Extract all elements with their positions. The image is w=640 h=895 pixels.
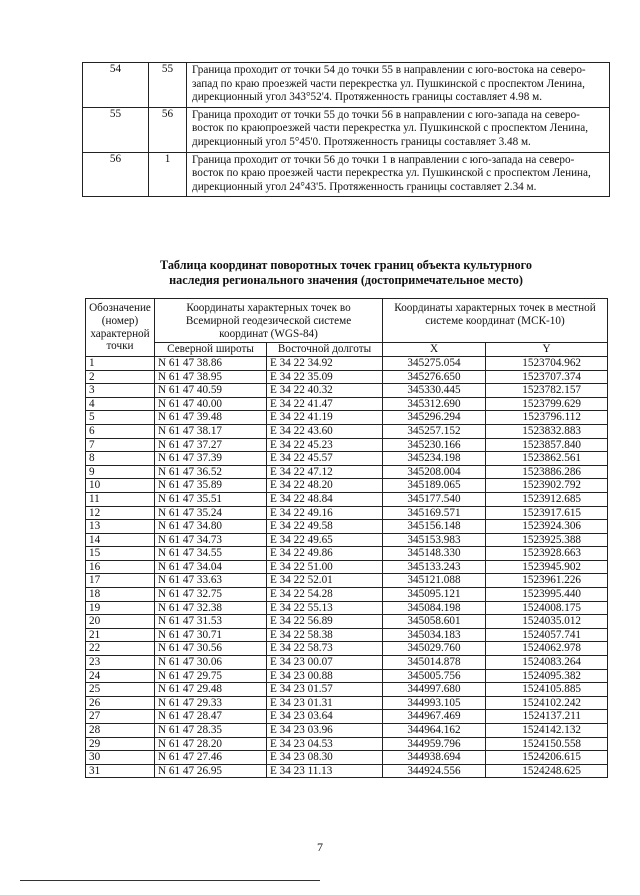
header-wgs84: Координаты характерных точек во Всемирной геодезической системе координат (WGS-84) — [155, 299, 383, 343]
x-coordinate-cell: 345029.760 — [383, 642, 486, 656]
segment-from: 54 — [83, 63, 149, 108]
x-coordinate-cell: 345257.152 — [383, 424, 486, 438]
latitude-cell: N 61 47 29.48 — [155, 683, 267, 697]
latitude-cell: N 61 47 27.46 — [155, 751, 267, 765]
latitude-cell: N 61 47 30.71 — [155, 628, 267, 642]
table-row — [86, 533, 608, 547]
latitude-cell: N 61 47 38.95 — [155, 370, 267, 384]
latitude-cell: N 61 47 37.27 — [155, 438, 267, 452]
y-coordinate-cell: 1523928.663 — [486, 547, 608, 561]
x-coordinate-cell: 345169.571 — [383, 506, 486, 520]
longitude-cell: E 34 23 00.88 — [267, 669, 383, 683]
y-coordinate-cell: 1524035.012 — [486, 615, 608, 629]
latitude-cell: N 61 47 35.24 — [155, 506, 267, 520]
x-coordinate-cell: 345156.148 — [383, 520, 486, 534]
header-x: X — [383, 343, 486, 357]
segment-description: Граница проходит от точки 56 до точки 1 в направлении с юго-запада на северо-восток по краю проезжей части перекрестка ул. Пушкинской с проспектом Ленина, дирекционный угол 24°43'5. Протяженность границы составляет 2.34 м. — [187, 152, 610, 197]
y-coordinate-cell: 1524142.132 — [486, 724, 608, 738]
point-number: 24 — [86, 669, 155, 683]
x-coordinate-cell: 345095.121 — [383, 588, 486, 602]
y-coordinate-cell: 1524095.382 — [486, 669, 608, 683]
point-number: 27 — [86, 710, 155, 724]
segment-row — [83, 63, 610, 108]
x-coordinate-cell: 345148.330 — [383, 547, 486, 561]
heading-line-1: Таблица координат поворотных точек границ объекта культурного — [160, 258, 532, 272]
point-number: 31 — [86, 764, 155, 778]
y-coordinate-cell: 1524057.741 — [486, 628, 608, 642]
table-row — [86, 588, 608, 602]
latitude-cell: N 61 47 32.38 — [155, 601, 267, 615]
x-coordinate-cell: 345058.601 — [383, 615, 486, 629]
table-row — [86, 370, 608, 384]
footer-rule — [20, 880, 320, 881]
longitude-cell: E 34 22 43.60 — [267, 424, 383, 438]
longitude-cell: E 34 23 01.31 — [267, 696, 383, 710]
latitude-cell: N 61 47 38.17 — [155, 424, 267, 438]
latitude-cell: N 61 47 35.89 — [155, 479, 267, 493]
longitude-cell: E 34 22 47.12 — [267, 465, 383, 479]
x-coordinate-cell: 344938.694 — [383, 751, 486, 765]
latitude-cell: N 61 47 37.39 — [155, 452, 267, 466]
y-coordinate-cell: 1523912.685 — [486, 492, 608, 506]
point-number: 7 — [86, 438, 155, 452]
y-coordinate-cell: 1524137.211 — [486, 710, 608, 724]
x-coordinate-cell: 345276.650 — [383, 370, 486, 384]
longitude-cell: E 34 22 35.09 — [267, 370, 383, 384]
point-number: 20 — [86, 615, 155, 629]
latitude-cell: N 61 47 39.48 — [155, 411, 267, 425]
point-number: 3 — [86, 384, 155, 398]
point-number: 30 — [86, 751, 155, 765]
segment-to: 1 — [149, 152, 187, 197]
y-coordinate-cell: 1524105.885 — [486, 683, 608, 697]
longitude-cell: E 34 23 11.13 — [267, 764, 383, 778]
x-coordinate-cell: 345230.166 — [383, 438, 486, 452]
longitude-cell: E 34 22 48.84 — [267, 492, 383, 506]
longitude-cell: E 34 22 41.19 — [267, 411, 383, 425]
point-number: 18 — [86, 588, 155, 602]
table-row — [86, 465, 608, 479]
point-number: 11 — [86, 492, 155, 506]
longitude-cell: E 34 22 56.89 — [267, 615, 383, 629]
x-coordinate-cell: 345234.198 — [383, 452, 486, 466]
longitude-cell: E 34 23 03.96 — [267, 724, 383, 738]
y-coordinate-cell: 1523796.112 — [486, 411, 608, 425]
longitude-cell: E 34 23 08.30 — [267, 751, 383, 765]
longitude-cell: E 34 22 40.32 — [267, 384, 383, 398]
longitude-cell: E 34 22 48.20 — [267, 479, 383, 493]
latitude-cell: N 61 47 36.52 — [155, 465, 267, 479]
x-coordinate-cell: 345312.690 — [383, 397, 486, 411]
latitude-cell: N 61 47 35.51 — [155, 492, 267, 506]
table-row — [86, 724, 608, 738]
latitude-cell: N 61 47 28.20 — [155, 737, 267, 751]
latitude-cell: N 61 47 34.55 — [155, 547, 267, 561]
y-coordinate-cell: 1524206.615 — [486, 751, 608, 765]
x-coordinate-cell: 345177.540 — [383, 492, 486, 506]
segment-row — [83, 107, 610, 152]
point-number: 12 — [86, 506, 155, 520]
point-number: 1 — [86, 356, 155, 370]
point-number: 13 — [86, 520, 155, 534]
y-coordinate-cell: 1523862.561 — [486, 452, 608, 466]
longitude-cell: E 34 22 58.73 — [267, 642, 383, 656]
longitude-cell: E 34 22 52.01 — [267, 574, 383, 588]
point-number: 21 — [86, 628, 155, 642]
point-number: 2 — [86, 370, 155, 384]
longitude-cell: E 34 22 34.92 — [267, 356, 383, 370]
coordinates-table-body — [86, 356, 608, 777]
latitude-cell: N 61 47 29.75 — [155, 669, 267, 683]
longitude-cell: E 34 22 54.28 — [267, 588, 383, 602]
table-row — [86, 628, 608, 642]
header-y: Y — [486, 343, 608, 357]
point-number: 29 — [86, 737, 155, 751]
x-coordinate-cell: 344924.556 — [383, 764, 486, 778]
segment-row — [83, 152, 610, 197]
table-row — [86, 452, 608, 466]
table-row — [86, 506, 608, 520]
table-row — [86, 696, 608, 710]
point-number: 14 — [86, 533, 155, 547]
segment-description: Граница проходит от точки 54 до точки 55 в направлении с юго-востока на северо-запад по краю проезжей части перекрестка ул. Пушкинской с проспектом Ленина, дирекционный угол 343°52'4. Протяженность границы составляет 4.98 м. — [187, 63, 610, 108]
table-row — [86, 751, 608, 765]
longitude-cell: E 34 22 58.38 — [267, 628, 383, 642]
table-row — [86, 737, 608, 751]
point-number: 17 — [86, 574, 155, 588]
point-number: 28 — [86, 724, 155, 738]
x-coordinate-cell: 345153.983 — [383, 533, 486, 547]
x-coordinate-cell: 345014.878 — [383, 656, 486, 670]
table-row — [86, 601, 608, 615]
y-coordinate-cell: 1523961.226 — [486, 574, 608, 588]
latitude-cell: N 61 47 30.56 — [155, 642, 267, 656]
latitude-cell: N 61 47 31.53 — [155, 615, 267, 629]
x-coordinate-cell: 345034.183 — [383, 628, 486, 642]
segment-description: Граница проходит от точки 55 до точки 56 в направлении с юго-запада на северо-восток по краюпроезжей части перекрестка ул. Пушкинской с проспектом Ленина, дирекционный угол 5°45'0. Протяженность границы составляет 3.48 м. — [187, 107, 610, 152]
longitude-cell: E 34 22 49.86 — [267, 547, 383, 561]
y-coordinate-cell: 1524150.558 — [486, 737, 608, 751]
latitude-cell: N 61 47 34.73 — [155, 533, 267, 547]
x-coordinate-cell: 344959.796 — [383, 737, 486, 751]
table-row — [86, 560, 608, 574]
longitude-cell: E 34 22 51.00 — [267, 560, 383, 574]
point-number: 8 — [86, 452, 155, 466]
table-row — [86, 479, 608, 493]
latitude-cell: N 61 47 30.06 — [155, 656, 267, 670]
x-coordinate-cell: 345296.294 — [383, 411, 486, 425]
segment-to: 56 — [149, 107, 187, 152]
subheader-row — [86, 343, 608, 357]
point-number: 25 — [86, 683, 155, 697]
y-coordinate-cell: 1523917.615 — [486, 506, 608, 520]
y-coordinate-cell: 1523925.388 — [486, 533, 608, 547]
latitude-cell: N 61 47 29.33 — [155, 696, 267, 710]
latitude-cell: N 61 47 28.47 — [155, 710, 267, 724]
y-coordinate-cell: 1523857.840 — [486, 438, 608, 452]
point-number: 9 — [86, 465, 155, 479]
table-row — [86, 397, 608, 411]
longitude-cell: E 34 22 41.47 — [267, 397, 383, 411]
x-coordinate-cell: 345208.004 — [383, 465, 486, 479]
table-row — [86, 642, 608, 656]
table-row — [86, 547, 608, 561]
x-coordinate-cell: 345133.243 — [383, 560, 486, 574]
y-coordinate-cell: 1524008.175 — [486, 601, 608, 615]
longitude-cell: E 34 22 45.57 — [267, 452, 383, 466]
x-coordinate-cell: 345121.088 — [383, 574, 486, 588]
table-row — [86, 411, 608, 425]
header-row — [86, 299, 608, 343]
table-row — [86, 492, 608, 506]
table-row — [86, 615, 608, 629]
table-row — [86, 384, 608, 398]
segment-to: 55 — [149, 63, 187, 108]
latitude-cell: N 61 47 32.75 — [155, 588, 267, 602]
y-coordinate-cell: 1524102.242 — [486, 696, 608, 710]
table-row — [86, 710, 608, 724]
table-row — [86, 424, 608, 438]
latitude-cell: N 61 47 34.04 — [155, 560, 267, 574]
table-row — [86, 669, 608, 683]
longitude-cell: E 34 22 45.23 — [267, 438, 383, 452]
table-row — [86, 764, 608, 778]
longitude-cell: E 34 22 55.13 — [267, 601, 383, 615]
segment-from: 55 — [83, 107, 149, 152]
latitude-cell: N 61 47 40.59 — [155, 384, 267, 398]
y-coordinate-cell: 1523945.902 — [486, 560, 608, 574]
coordinates-table-heading — [90, 258, 602, 288]
longitude-cell: E 34 22 49.65 — [267, 533, 383, 547]
header-latitude: Северной широты — [155, 343, 267, 357]
longitude-cell: E 34 22 49.16 — [267, 506, 383, 520]
y-coordinate-cell: 1523902.792 — [486, 479, 608, 493]
segment-from: 56 — [83, 152, 149, 197]
point-number: 10 — [86, 479, 155, 493]
header-point-designation: Обозначение (номер) характерной точки — [86, 299, 155, 357]
y-coordinate-cell: 1523704.962 — [486, 356, 608, 370]
page-number: 7 — [317, 840, 323, 854]
x-coordinate-cell: 345330.445 — [383, 384, 486, 398]
longitude-cell: E 34 22 49.58 — [267, 520, 383, 534]
table-row — [86, 656, 608, 670]
longitude-cell: E 34 23 03.64 — [267, 710, 383, 724]
y-coordinate-cell: 1523799.629 — [486, 397, 608, 411]
header-msk10: Координаты характерных точек в местной системе координат (МСК-10) — [383, 299, 608, 343]
point-number: 4 — [86, 397, 155, 411]
y-coordinate-cell: 1523782.157 — [486, 384, 608, 398]
table-row — [86, 356, 608, 370]
coordinates-table — [85, 298, 608, 778]
x-coordinate-cell: 345275.054 — [383, 356, 486, 370]
point-number: 6 — [86, 424, 155, 438]
point-number: 16 — [86, 560, 155, 574]
latitude-cell: N 61 47 33.63 — [155, 574, 267, 588]
y-coordinate-cell: 1523832.883 — [486, 424, 608, 438]
table-row — [86, 683, 608, 697]
y-coordinate-cell: 1523886.286 — [486, 465, 608, 479]
longitude-cell: E 34 23 00.07 — [267, 656, 383, 670]
point-number: 22 — [86, 642, 155, 656]
y-coordinate-cell: 1523707.374 — [486, 370, 608, 384]
y-coordinate-cell: 1524062.978 — [486, 642, 608, 656]
boundary-segments-body — [83, 63, 610, 197]
y-coordinate-cell: 1524083.264 — [486, 656, 608, 670]
y-coordinate-cell: 1523924.306 — [486, 520, 608, 534]
table-row — [86, 438, 608, 452]
point-number: 26 — [86, 696, 155, 710]
table-row — [86, 520, 608, 534]
latitude-cell: N 61 47 34.80 — [155, 520, 267, 534]
y-coordinate-cell: 1523995.440 — [486, 588, 608, 602]
header-longitude: Восточной долготы — [267, 343, 383, 357]
point-number: 15 — [86, 547, 155, 561]
latitude-cell: N 61 47 26.95 — [155, 764, 267, 778]
latitude-cell: N 61 47 38.86 — [155, 356, 267, 370]
longitude-cell: E 34 23 04.53 — [267, 737, 383, 751]
point-number: 19 — [86, 601, 155, 615]
x-coordinate-cell: 344993.105 — [383, 696, 486, 710]
x-coordinate-cell: 345005.756 — [383, 669, 486, 683]
x-coordinate-cell: 344964.162 — [383, 724, 486, 738]
x-coordinate-cell: 344967.469 — [383, 710, 486, 724]
y-coordinate-cell: 1524248.625 — [486, 764, 608, 778]
heading-line-2: наследия регионального значения (достопримечательное место) — [169, 273, 523, 287]
longitude-cell: E 34 23 01.57 — [267, 683, 383, 697]
x-coordinate-cell: 345084.198 — [383, 601, 486, 615]
latitude-cell: N 61 47 40.00 — [155, 397, 267, 411]
table-row — [86, 574, 608, 588]
point-number: 23 — [86, 656, 155, 670]
x-coordinate-cell: 344997.680 — [383, 683, 486, 697]
x-coordinate-cell: 345189.065 — [383, 479, 486, 493]
point-number: 5 — [86, 411, 155, 425]
latitude-cell: N 61 47 28.35 — [155, 724, 267, 738]
boundary-segments-table — [82, 62, 610, 197]
